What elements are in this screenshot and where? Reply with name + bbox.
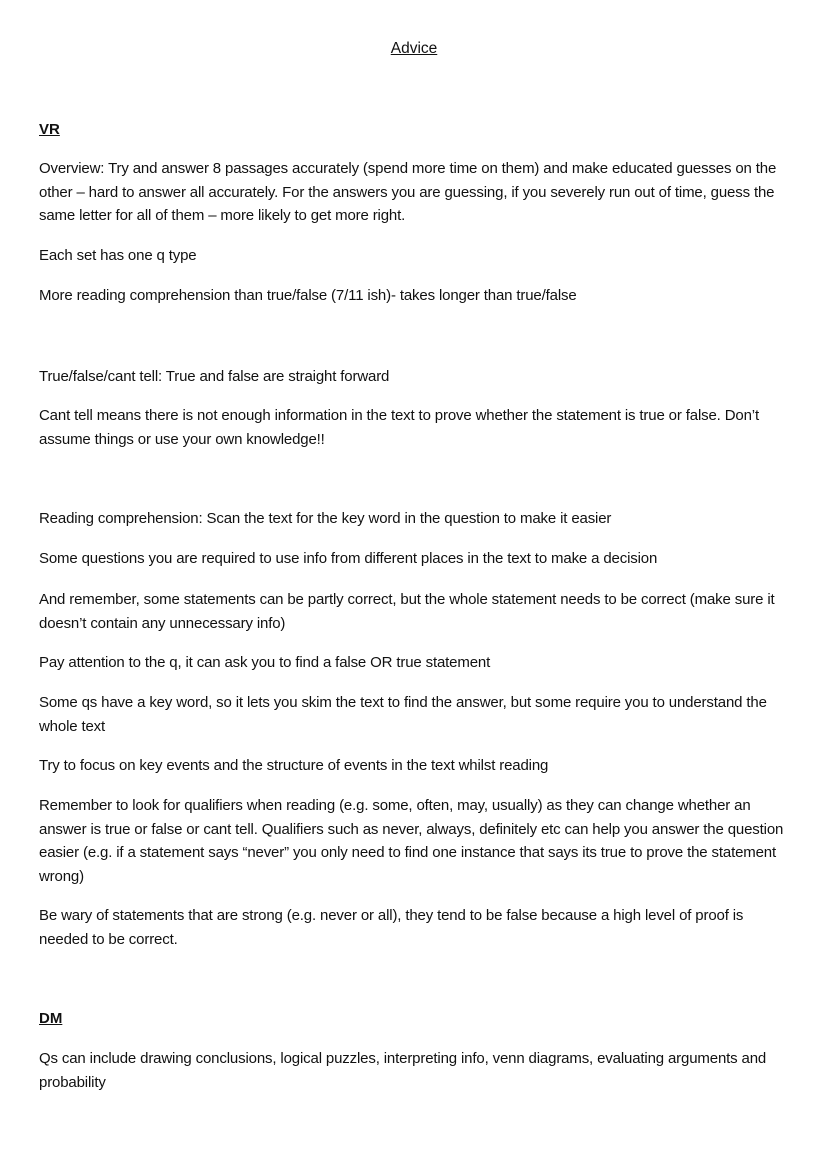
paragraph-reading-comprehension: Reading comprehension: Scan the text for the key word in the question to make it easier [39,510,612,527]
paragraph-pay-attention: Pay attention to the q, it can ask you to find a false OR true statement [39,654,491,671]
section-heading-vr: VR [39,121,60,138]
paragraph-key-events: Try to focus on key events and the structure of events in the text whilst reading [39,757,549,774]
paragraph-partly-correct: And remember, some statements can be partly correct, but the whole statement needs to be correct (make sure it doesn’t contain any unnecessary info) [39,591,775,632]
paragraph-true-false-cant-tell: True/false/cant tell: True and false are straight forward [39,368,390,385]
paragraph-strong-statements: Be wary of statements that are strong (e.g. never or all), they tend to be false because a high level of proof is needed to be correct. [39,907,744,948]
paragraph-q-type: Each set has one q type [39,247,197,264]
paragraph-qualifiers: Remember to look for qualifiers when reading (e.g. some, often, may, usually) as they can change whether an answer is true or false or cant tell. Qualifiers such as never, always, definitely etc can help you answer the question easier (e.g. if a statement says “never” you only need to find one instance that says its true to prove the statement wrong) [39,797,784,885]
section-heading-dm: DM [39,1010,63,1027]
paragraph-info-different-places: Some questions you are required to use info from different places in the text to make a decision [39,550,658,567]
paragraph-reading-vs-truefalse: More reading comprehension than true/false (7/11 ish)- takes longer than true/false [39,287,577,304]
paragraph-key-word: Some qs have a key word, so it lets you skim the text to find the answer, but some require you to understand the whole text [39,694,767,735]
document-title: Advice [390,40,438,57]
paragraph-dm-question-types: Qs can include drawing conclusions, logical puzzles, interpreting info, venn diagrams, evaluating arguments and probability [39,1050,767,1091]
paragraph-cant-tell-meaning: Cant tell means there is not enough information in the text to prove whether the statement is true or false. Don’t assume things or use your own knowledge!! [39,407,759,448]
paragraph-overview: Overview: Try and answer 8 passages accurately (spend more time on them) and make educated guesses on the other – hard to answer all accurately. For the answers you are guessing, if you severely run out of time, guess the same letter for all of them – more likely to get more right. [39,160,777,224]
